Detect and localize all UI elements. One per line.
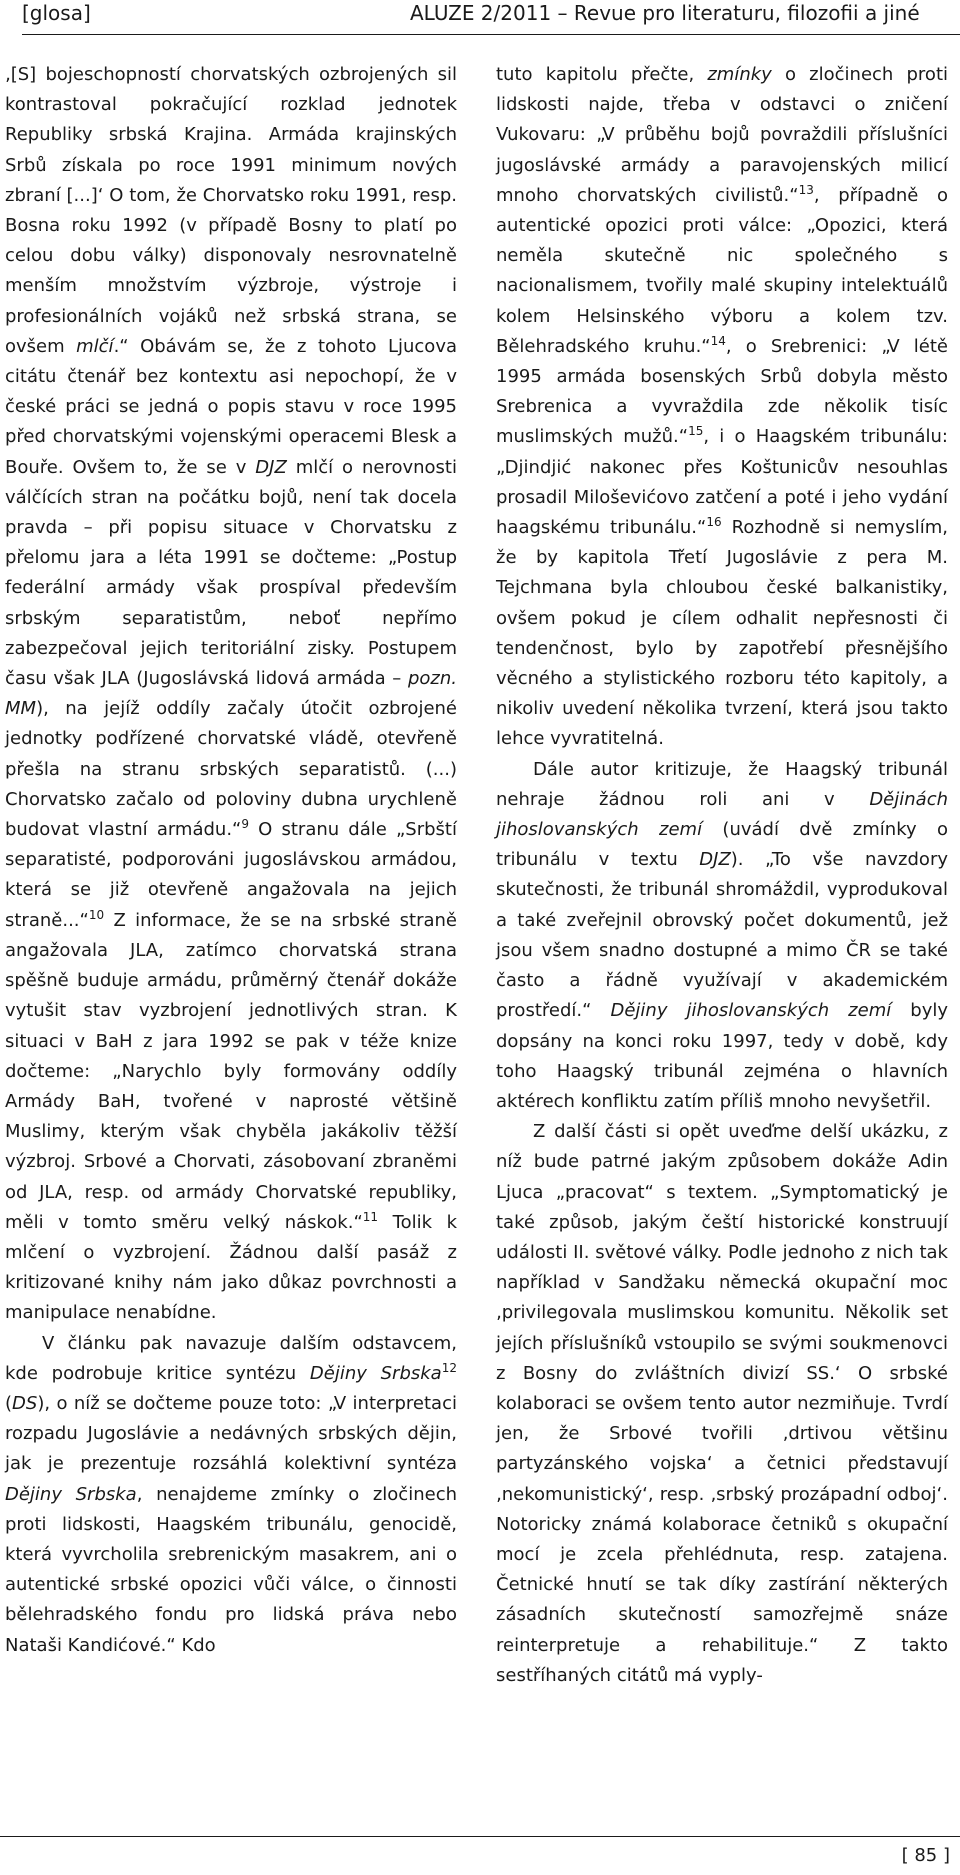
paragraph — [5, 1329, 457, 1661]
italic-run: Dějiny jihoslovanských zemí — [610, 1000, 892, 1022]
page-number: [ 85 ] — [901, 1845, 950, 1866]
italic-run: zmínky — [707, 64, 772, 85]
text-run: V článku pak navazuje dalším odstavcem, kde podrobuje kritice syntézu — [5, 1332, 457, 1384]
journal-title: ALUZE 2/2011 – Revue pro literaturu, filozofii a jiné — [410, 1, 920, 25]
text-run: (uvádí dvě zmínky o tribunálu v textu — [496, 819, 948, 871]
paragraph — [5, 60, 457, 1329]
right-column — [496, 60, 948, 1691]
text-run: mlčí o nerovnosti válčících stran na počátku bojů, není tak docela pravda – při popisu situace v Chorvatsku z přelomu jara a léta 1991 se dočteme: „Postup federální armády však prospíval především srbským separatistům, neboť nepřímo zabezpečoval jejich teritoriální zisky. Postupem času však JLA (Jugoslávská lidová armáda – — [5, 456, 457, 690]
footnote-marker: 16 — [706, 515, 722, 530]
paragraph — [496, 60, 948, 755]
text-run: o zločinech proti lidskosti najde, třeba v odstavci o zničení Vukovaru: „V průběhu bojů povraždili příslušníci jugoslávské armády a paravojenských milicí mnoho chorvatských civilistů.“ — [496, 64, 949, 206]
paragraph — [496, 1117, 948, 1691]
text-run: ). „To vše navzdory skutečnosti, že tribunál shromáždil, vyprodukoval a také zveřejnil obrovský počet dokumentů, jež jsou všem snadno dostupné a mimo ČR se také často a řádně využívají v akademickém prostředí.“ — [496, 849, 948, 1022]
text-run: Z informace, že se na srbské straně angažovala JLA, zatímco chorvatská strana spěšně buduje armádu, průměrný čtenář dokáže vytušit stav vyzbrojení jednotlivých stran. K situaci v BaH z jara 1992 se pak v téže knize dočteme: „Narychlo byly formovány oddíly Armády BaH, tvořené v naprosté většině Muslimy, kterým však chyběla jakákoliv těžší výzbroj. Srbové a Chorvati, zásobovaní zbraněmi od JLA, resp. od armády Chorvatské republiky, měli v tomto směru velký náskok.“ — [5, 909, 457, 1233]
italic-run: Dějiny Srbska — [5, 1483, 137, 1505]
running-header — [0, 0, 960, 36]
section-label: [glosa] — [22, 1, 91, 25]
footnote-marker: 14 — [710, 333, 726, 348]
text-run: ), o níž se dočteme pouze toto: „V interpretaci rozpadu Jugoslávie a nedávných srbských dějin, jak je prezentuje rozsáhlá kolektivní syntéza — [5, 1392, 457, 1475]
italic-run: mlčí — [76, 335, 114, 357]
text-run: Rozhodně si nemyslím, že by kapitola Třetí Jugoslávie z pera M. Tejchmana byla chloubou české balkanistiky, ovšem pokud je cílem odhalit nepřesnosti či tendenčnost, bylo by zapotřebí přesnějšího věcného a stylistického rozboru této kapitoly, a nikoliv uvedení několika tvrzení, která jsou takto lehce vyvratitelná. — [496, 517, 948, 750]
footnote-marker: 12 — [441, 1360, 457, 1375]
italic-run: Dějiny Srbska — [309, 1362, 442, 1384]
text-run: , o Srebrenici: „V létě 1995 armáda bosenských Srbů dobyla město Srebrenica a vyvraždila zde několik tisíc muslimských mužů.“ — [496, 335, 948, 448]
header-rule — [22, 34, 960, 35]
footnote-marker: 11 — [362, 1209, 379, 1224]
text-run: , nenajdeme zmínky o zločinech proti lidskosti, Haagském tribunálu, genocidě, která vyvrcholila srebrenickým masakrem, ani o autentické srbské opozici vůči válce, o činnosti bělehradského fondu pro lidská práva nebo Nataši Kandićové.“ Kdo — [5, 1483, 457, 1656]
footnote-marker: 9 — [241, 817, 250, 832]
italic-run: Dějinách jihoslovanských zemí — [496, 788, 948, 841]
text-run: , i o Haagském tribunálu: „Djindjić nakonec přes Koštunicův nesouhlas prosadil Miloševićovo zatčení a poté i jeho vydání haagskému tribunálu.“ — [496, 426, 948, 539]
italic-run: DJZ — [255, 456, 287, 478]
footnote-marker: 10 — [88, 907, 105, 922]
text-run: .“ Obávám se, že z tohoto Ljucova citátu čtenář bez kontextu asi nepochopí, že v české práci se jedná o popis stavu v roce 1995 před chorvatskými vojenskými operacemi Blesk a Bouře. Ovšem to, že se v — [5, 335, 458, 478]
text-run: Tolik k mlčení o vyzbrojení. Žádnou další pasáž z kritizované knihy nám jako důkaz povrchnosti a manipulace nenabídne. — [5, 1211, 457, 1324]
text-run: , případně o autentické opozici proti válce: „Opozici, která neměla skutečně nic společného s nacionalismem, tvořily malé skupiny intelektuálů kolem Helsinského výboru a kolem tzv. Bělehradského kruhu.“ — [496, 184, 948, 357]
italic-run: DS — [12, 1392, 38, 1414]
text-run: ( — [5, 1392, 13, 1414]
text-run: tuto kapitolu přečte, — [496, 64, 708, 85]
text-run: ), na jejíž oddíly začaly útočit ozbrojené jednotky podřízené chorvatské vládě, otevřeně přešla na stranu srbských separatistů. (...) Chorvatsko začalo od poloviny dubna urychleně budovat vlastní armádu.“ — [5, 698, 457, 841]
text-run: Z další části si opět uveďme delší ukázku, z níž bude patrné jakým způsobem dokáže Adin Ljuca „pracovat“ s textem. „Symptomatický je také způsob, jakým čeští historické konstruují události II. světové války. Podle jednoho z nich tak například v Sandžaku německá okupační moc ‚privilegovala muslimskou komunitu. Několik set jejích příslušníků vstoupilo se svými soukmenovci z Bosny do zvláštních divizí SS.‘ O srbské kolaboraci se ovšem tento autor nezmiňuje. Tvrdí jen, že Srbové tvořili ‚drtivou většinu partyzánského vojska‘ a četnici představují ‚nekomunistický‘, resp. ‚srbský prozápadní odboj‘. Notoricky známá kolaborace četniků s okupační mocí je zcela přehlédnuta, resp. zatajena. Četnické hnutí se tak díky zastírání některých zásadních skutečností samozřejmě snáze reinterpretuje a rehabilituje.“ Z takto sestříhaných citátů má vyply- — [496, 1121, 948, 1686]
text-run: ‚[S] bojeschopností chorvatských ozbrojených sil kontrastoval pokračující rozklad jednotek Republiky srbská Krajina. Armáda krajinských Srbů získala po roce 1991 minimum nových zbraní [...]‘ O tom, že Chorvatsko roku 1991, resp. Bosna roku 1992 (v případě Bosny to platí po celou dobu války) disponovaly nesrovnatelně menším množstvím výzbroje, výstroje i profesionálních vojáků než srbská strana, se ovšem — [5, 64, 457, 357]
footnote-marker: 13 — [798, 182, 814, 197]
footer-rule — [0, 1836, 960, 1837]
italic-run: pozn. MM — [5, 668, 457, 720]
left-column — [5, 60, 457, 1661]
text-run: O stranu dále „Srbští separatisté, podporováni jugoslávskou armádou, která se již otevřeně angažovala na jejich straně...“ — [5, 819, 457, 931]
footnote-marker: 15 — [688, 424, 704, 439]
paragraph — [496, 755, 948, 1117]
page-footer — [0, 1836, 960, 1875]
text-run: byly dopsány na konci roku 1997, tedy v době, kdy toho Haagský tribunál zejména o hlavních aktérech konfliktu zatím příliš mnoho nevyšetřil. — [496, 1000, 949, 1112]
text-run: Dále autor kritizuje, že Haagský tribunál nehraje žádnou roli ani v — [496, 758, 948, 810]
italic-run: DJZ — [699, 849, 731, 871]
